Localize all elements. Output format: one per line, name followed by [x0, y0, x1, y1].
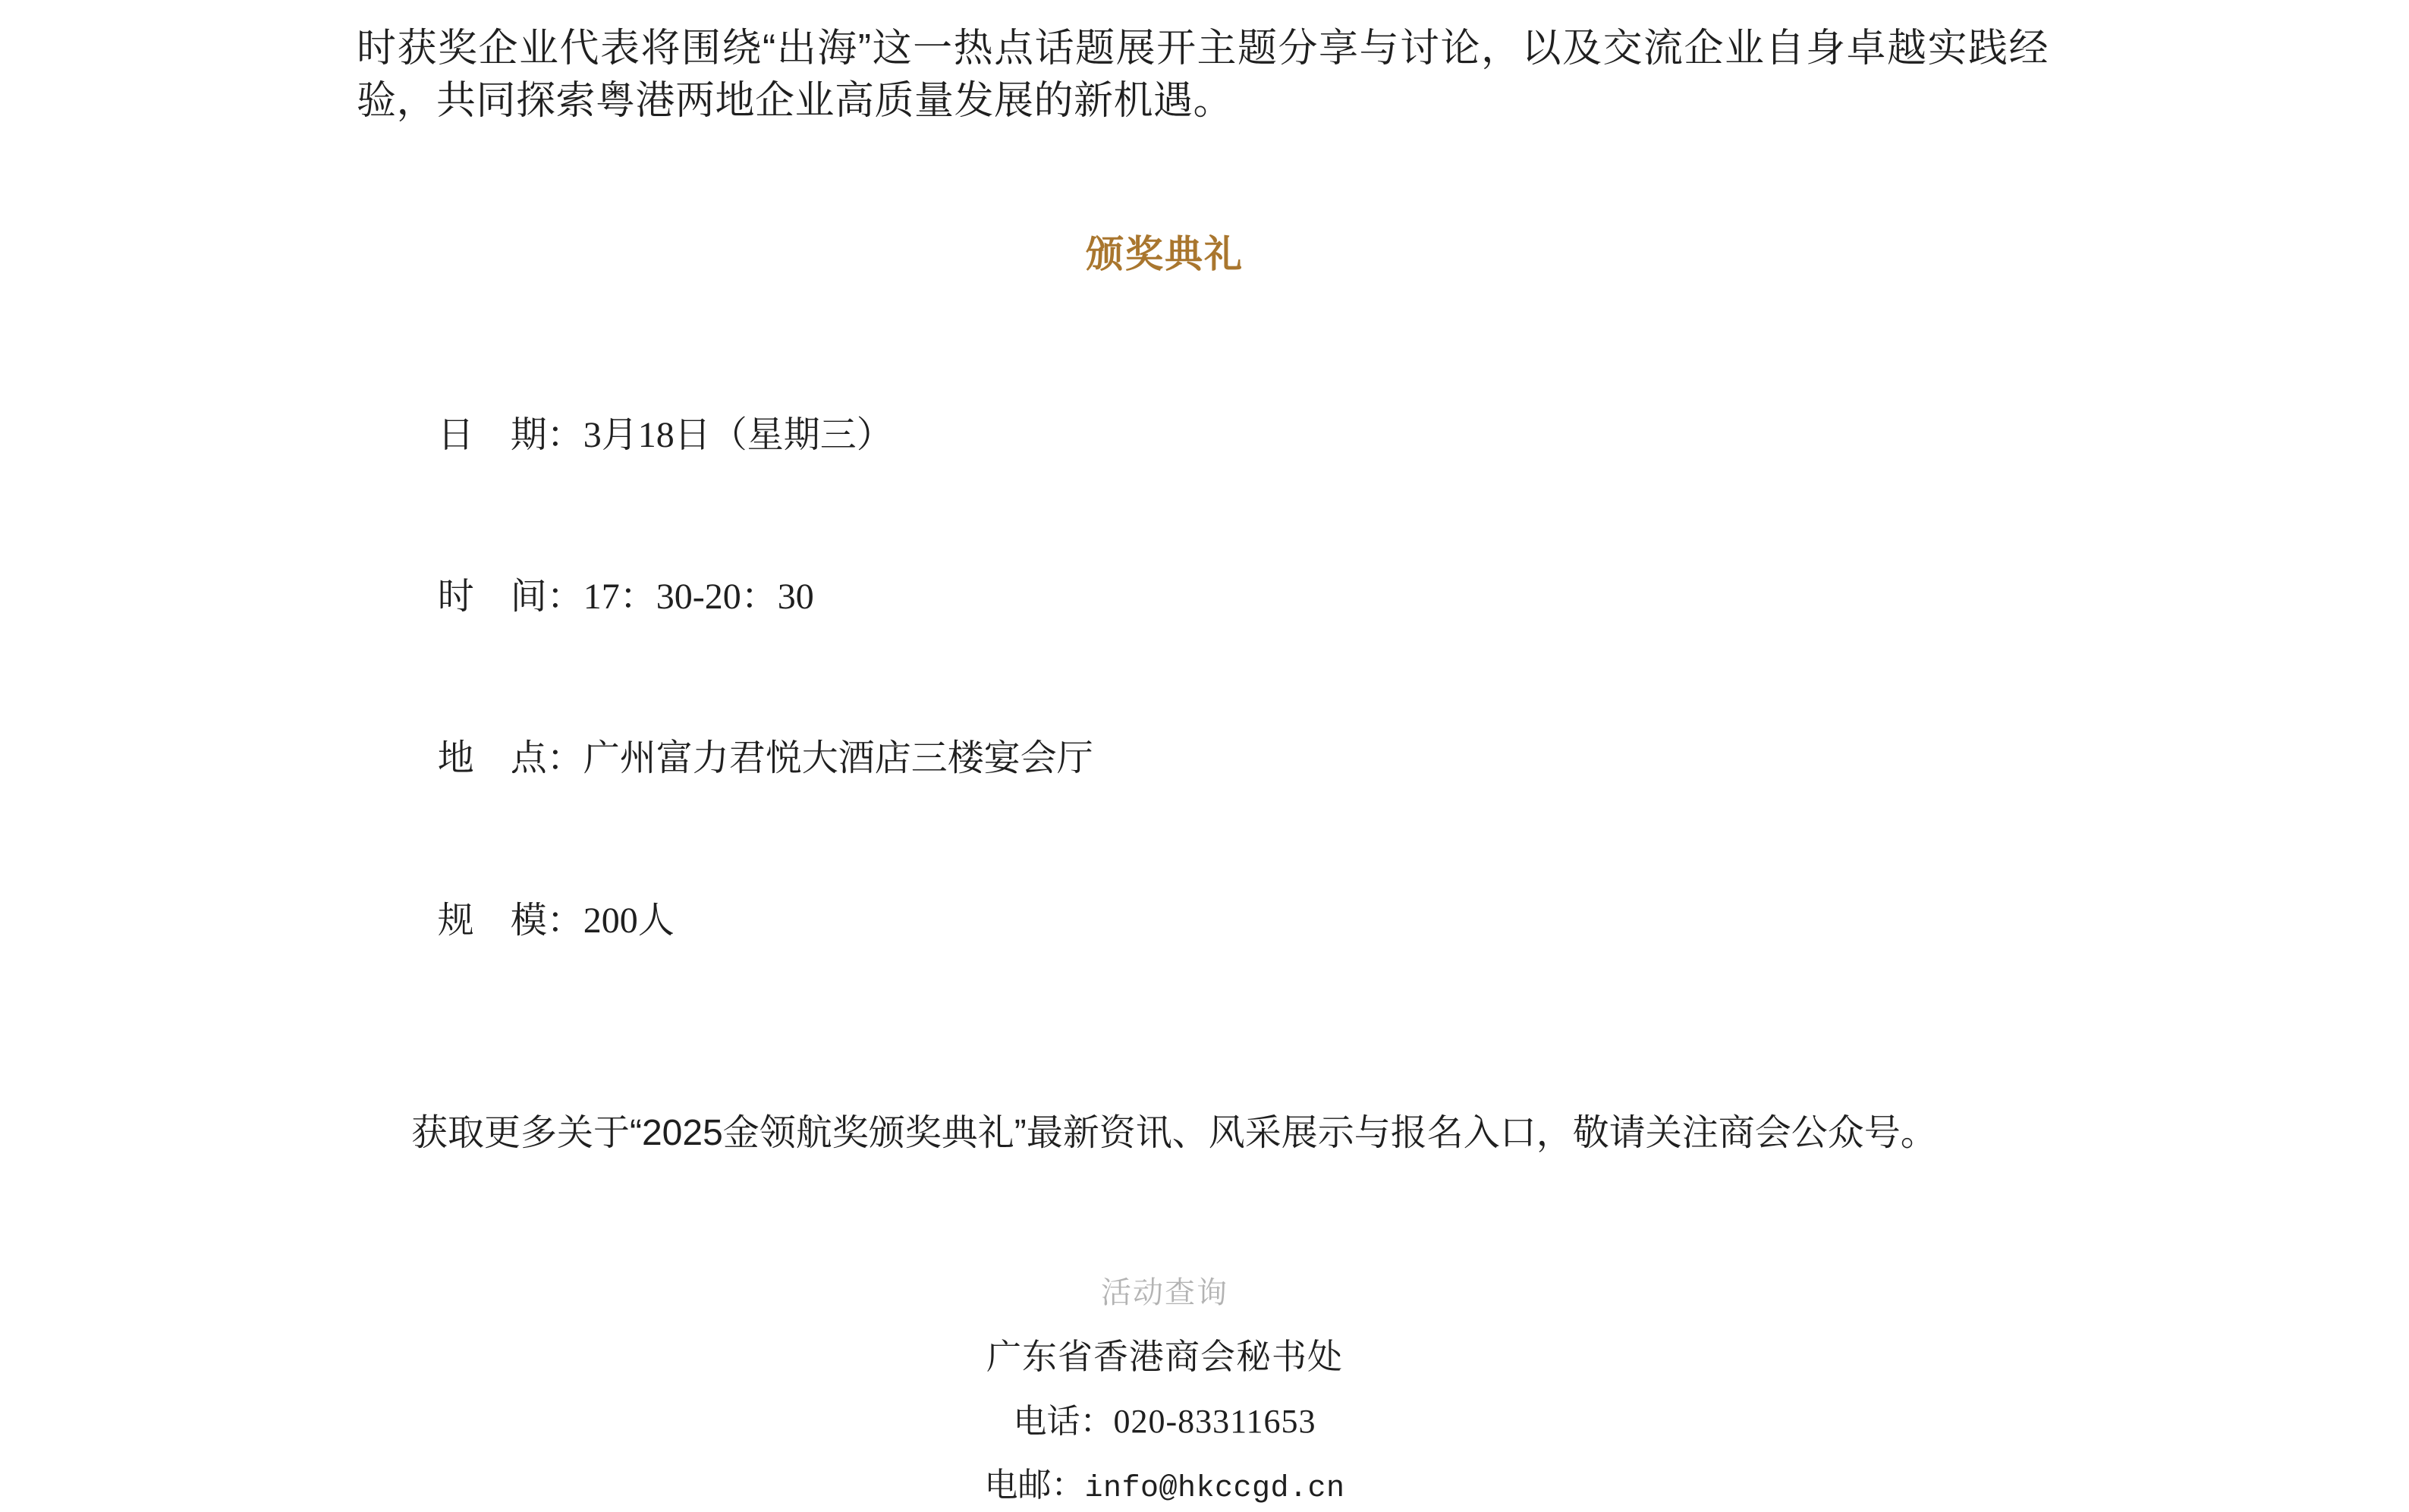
notice-paragraph: 获取更多关于“2025金领航奖颁奖典礼”最新资讯、风采展示与报名入口，敬请关注商会公众号。: [411, 1112, 1937, 1153]
section-title-award-ceremony: 颁奖典礼: [1086, 233, 1244, 276]
footer-enquiry-label: 活动查询: [1101, 1275, 1228, 1309]
footer-email-label: 电邮：: [984, 1466, 1085, 1504]
detail-label-date: 日 期：: [437, 415, 583, 456]
contact-footer: [357, 1159, 1973, 1512]
detail-value-date: 3月18日（星期三）: [583, 415, 893, 456]
footer-organization: 广东省香港商会秘书处: [986, 1336, 1343, 1376]
detail-row: [357, 677, 2064, 839]
detail-label-venue: 地 点：: [437, 738, 583, 779]
detail-row: [357, 840, 2064, 1001]
detail-row: [357, 516, 2064, 677]
document-content: [357, 0, 2064, 1512]
detail-value-scale: 200人: [583, 900, 675, 941]
detail-value-venue: 广州富力君悦大酒店三楼宴会厅: [583, 738, 1093, 779]
footer-email-value[interactable]: info@hkccgd.cn: [1084, 1471, 1345, 1506]
detail-label-time: 时 间：: [437, 577, 583, 618]
footer-email: [357, 1447, 1973, 1512]
intro-paragraph: 时获奖企业代表将围绕“出海”这一热点话题展开主题分享与讨论，以及交流企业自身卓越实践经验，共同探索粤港两地企业高质量发展的新机遇。: [357, 27, 2049, 123]
detail-label-scale: 规 模：: [437, 900, 583, 941]
footer-phone: [357, 1383, 1973, 1447]
footer-phone-label: 电话：: [1013, 1402, 1114, 1440]
footer-phone-value: 020-83311653: [1113, 1402, 1316, 1440]
event-details-list: [357, 278, 2064, 1001]
detail-value-time: 17：30-20：30: [583, 577, 814, 618]
detail-row: [357, 354, 2064, 516]
